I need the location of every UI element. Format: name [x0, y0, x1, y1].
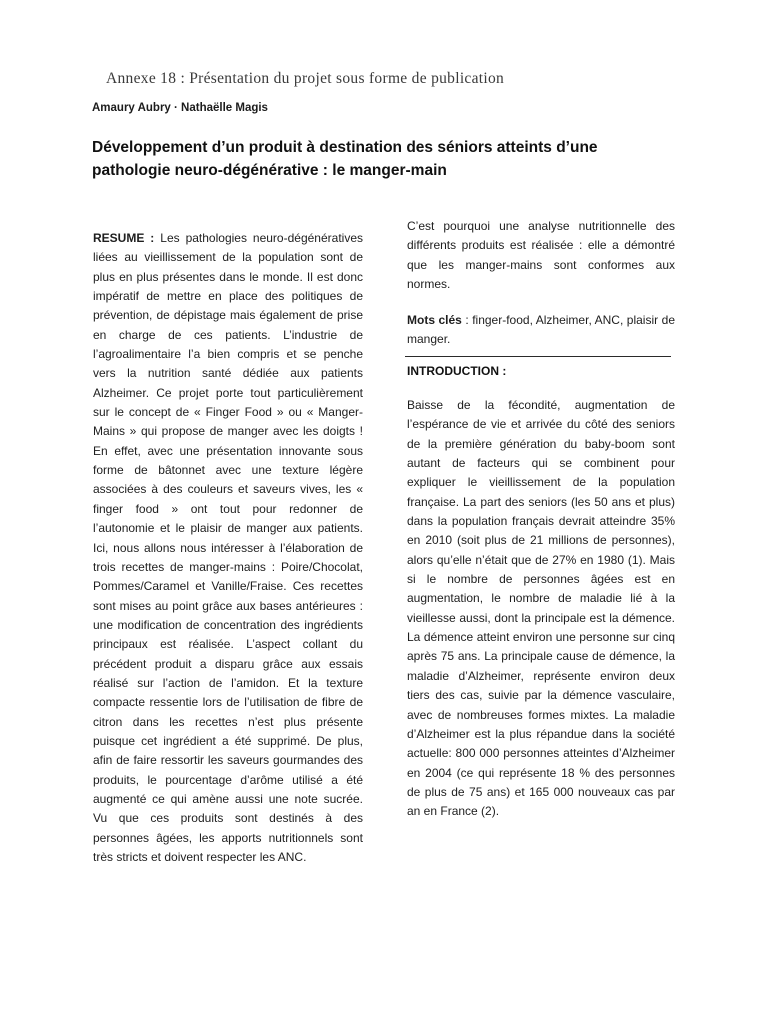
authors: Amaury Aubry · Nathaëlle Magis [92, 102, 268, 114]
keywords-text: : finger-food, Alzheimer, ANC, plaisir de manger. [407, 313, 675, 347]
introduction-column [407, 396, 675, 822]
introduction-heading: INTRODUCTION : [407, 364, 507, 378]
abstract-paragraph [93, 229, 363, 867]
abstract-label: RESUME : [93, 231, 155, 245]
introduction-text: Baisse de la fécondité, augmentation de l’espérance de vie et arrivée du côté des seniors de la première génération du baby-boom sont autant de facteurs qui se combinent pour expliquer le vieillissement de la population française. La part des seniors (les 50 ans et plus) dans la population français devrait atteindre 35% en 2010 (soit plus de 21 millions de personnes), alors qu’elle n’était que de 27% en 1980 (1). Mais si le nombre de personnes âgées est en augmentation, le nombre de maladie lié à la vieillesse aussi, dont la principale est la démence. La démence atteint environ une personne sur cinq après 75 ans. La principale cause de démence, la maladie d’Alzheimer, représente environ deux tiers des cas, suivie par la démence vasculaire, avec de nombreuses formes mixtes. La maladie d’Alzheimer est la plus répandue dans la société actuelle: 800 000 personnes atteintes d’Alzheimer en 2004 (ce qui représente 18 % des personnes de plus de 75 ans) et 165 000 nouveaux cas par an en France (2). [407, 398, 675, 819]
keywords-paragraph [407, 311, 675, 350]
abstract-text: Les pathologies neuro-dégénératives liées au vieillissement de la population sont de plus en plus présentes dans le monde. Il est donc impératif de mettre en place des politiques de prévention, de dépistage mais également de prise en charge de ces patients. L’industrie de l’agroalimentaire l’a bien compris et se penche vers la nutrition santé dédiée aux patients Alzheimer. Ce projet porte tout particulièrement sur le concept de « Finger Food » ou « Manger-Mains » qui propose de manger avec les doigts ! En effet, avec une présentation innovante sous forme de bâtonnet avec une texture légère associées à des couleurs et saveurs vives, les « finger food » ont tout pour redonner de l’autonomie et le plaisir de manger aux patients. Ici, nous allons nous intéresser à l’élaboration de trois recettes de manger-mains : Poire/Chocolat, Pommes/Caramel et Vanille/Fraise. Ces recettes sont mises au point grâce aux bases antérieures : une modification de concentration des ingrédients principaux est réalisée. L’aspect collant du précédent produit a disparu grâce aux essais réalisé sur l’action de l’amidon. Et la texture compacte ressentie lors de l’utilisation de fibre de citron dans les recettes n’est plus présente puisque cet ingrédient a été supprimé. De plus, afin de faire ressortir les saveurs gourmandes des produits, le pourcentage d’arôme utilisé a été augmenté ce qui amène aussi une note sucrée. Vu que ces produits sont destinés à des personnes âgées, les apports nutritionnels sont très stricts et doivent respecter les ANC. [93, 231, 363, 864]
keywords-label: Mots clés [407, 313, 462, 327]
abstract-column [93, 229, 363, 867]
abstract-end-text: C’est pourquoi une analyse nutritionnelle des différents produits est réalisée : elle a démontré que les manger-mains sont conformes aux normes. [407, 219, 675, 292]
paper-title: Développement d’un produit à destination des séniors atteints d’une pathologie neuro-dégénérative : le manger-main [92, 139, 598, 179]
abstract-end-column [407, 217, 675, 294]
section-divider [405, 356, 671, 357]
keywords-block [407, 311, 675, 350]
annex-title: Annexe 18 : Présentation du projet sous forme de publication [106, 70, 505, 87]
